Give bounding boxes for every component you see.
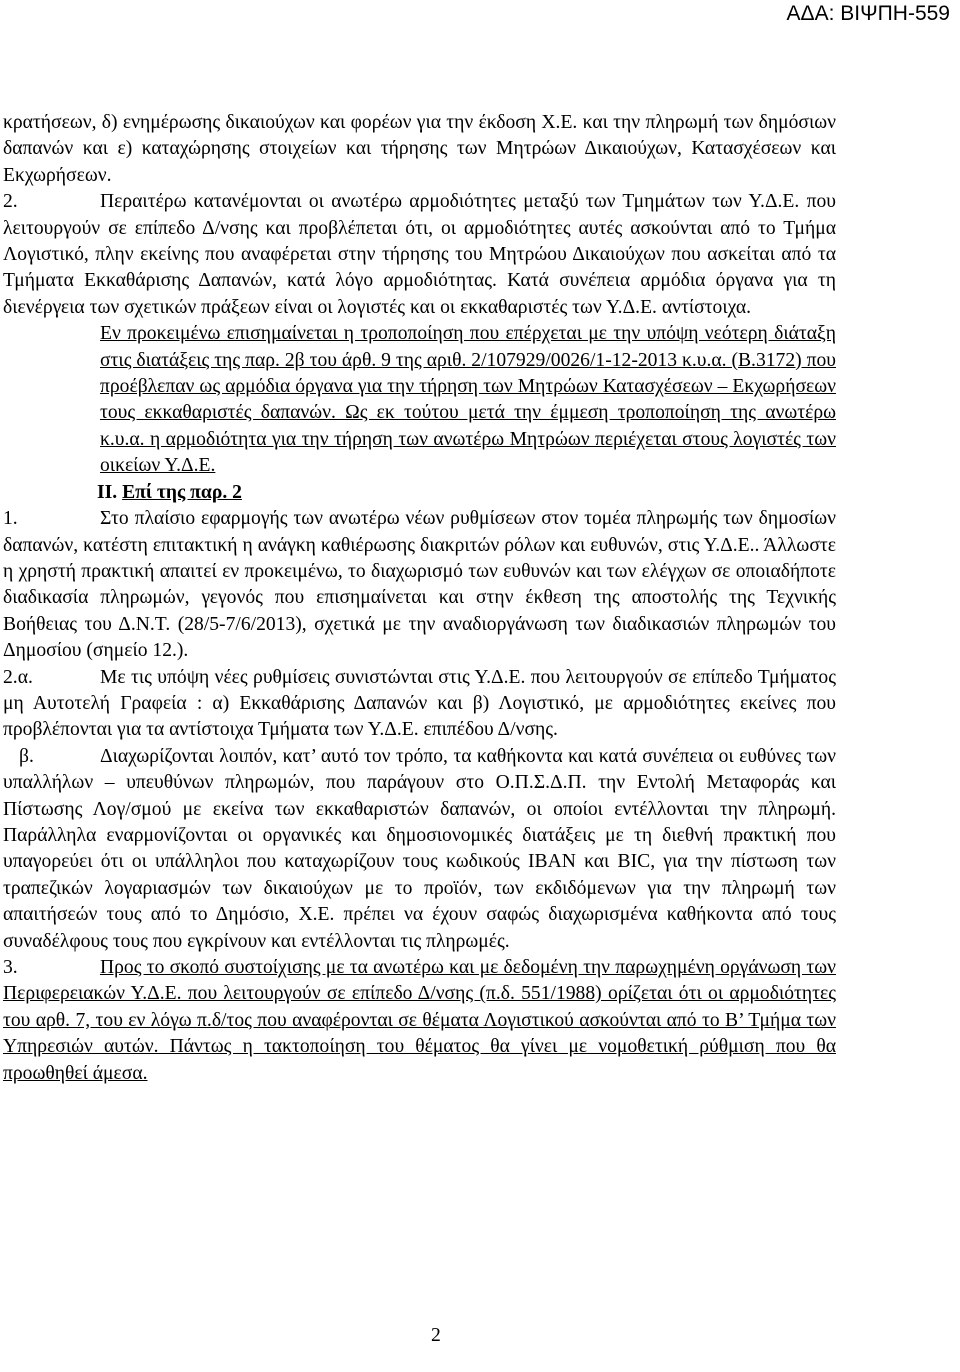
document-body xyxy=(3,110,836,1087)
paragraph-s1-number: 1. xyxy=(3,508,18,530)
paragraph-s2a xyxy=(3,665,836,744)
paragraph-2-text: Περαιτέρω κατανέμονται οι ανωτέρω αρμοδιότητες μεταξύ των Τμημάτων των Υ.Δ.Ε. που λειτουργούν σε επίπεδο Δ/νσης και προβλέπεται ότι, οι αρμοδιότητες αυτές ασκούνται από το Τμήμα Λογιστικό, πλην εκείνης που αναφέρεται στην τήρησης του Μητρώου Δικαιούχων που ασκείται από τα Τμήματα Εκκαθάρισης Δαπανών, κατά λόγο αρμοδιότητας. Κατά συνέπεια αρμόδια όργανα για τη διενέργεια των σχετικών πράξεων είναι οι λογιστές και οι εκκαθαριστές των Υ.Δ.Ε. αντίστοιχα. xyxy=(3,191,836,318)
paragraph-s1 xyxy=(3,506,836,664)
paragraph-s1-text: Στο πλαίσιο εφαρμογής των ανωτέρω νέων ρυθμίσεων στον τομέα πληρωμής των δημοσίων δαπανών, κατέστη επιτακτική η ανάγκη καθιέρωσης διακριτών ρόλων και ευθυνών, στις Υ.Δ.Ε.. Άλλωστε η χρηστή πρακτική απαιτεί εν προκειμένω, το διαχωρισμό των ευθυνών και των ελέγχων σε οποιαδήποτε διαδικασία πληρωμών, γεγονός που επισημαίνεται και στην έκθεση της αποστολής της Τεχνικής Βοήθειας του Δ.Ν.Τ. (28/5-7/6/2013), σχετικά με την αναδιοργάνωση των διαδικασιών πληρωμών του Δημοσίου (σημείο 12.). xyxy=(3,508,836,662)
paragraph-s3-text: Προς το σκοπό συστοίχισης με τα ανωτέρω και με δεδομένη την παρωχημένη οργάνωση των Περιφερειακών Υ.Δ.Ε. που λειτουργούν σε επίπεδο Δ/νσης (π.δ. 551/1988) ορίζεται ότι οι αρμοδιότητες του αρθ. 7, του εν λόγω π.δ/τος που αναφέρονται σε θέματα Λογιστικού ασκούνται από το Β’ Τμήμα των Υπηρεσιών αυτών. Πάντως η τακτοποίηση του θέματος θα γίνει με νομοθετική ρύθμιση που θα προωθηθεί άμεσα. xyxy=(3,957,836,1084)
paragraph-s2a-number: 2.α. xyxy=(3,666,33,688)
paragraph-3-text: Εν προκειμένω επισημαίνεται η τροποποίηση που επέρχεται με την υπόψη νεότερη διάταξη στις διατάξεις της παρ. 2β του άρθ. 9 της αριθ. 2/107929/0026/1-12-2013 κ.υ.α. (Β.3172) που προέβλεπαν ως αρμόδια όργανα για την τήρηση των Μητρώων Κατασχέσεων – Εκχωρήσεων τους εκκαθαριστές δαπανών. Ως εκ τούτου μετά την έμμεση τροποποίηση της ανωτέρω κ.υ.α. η αρμοδιότητα για την τήρηση των ανωτέρω Μητρώων περιέχεται στους λογιστές των οικείων Υ.Δ.Ε. xyxy=(100,323,836,477)
section-heading-ii xyxy=(3,480,836,506)
paragraph-s3 xyxy=(3,955,836,1087)
page-number: 2 xyxy=(431,1325,441,1346)
paragraph-2-number: 2. xyxy=(3,191,18,213)
paragraph-s2a-text: Με τις υπόψη νέες ρυθμίσεις συνιστώνται στις Υ.Δ.Ε. που λειτουργούν σε επίπεδο Τμήματος μη Αυτοτελή Γραφεία : α) Εκκαθάρισης Δαπανών και β) Λογιστικό, με αρμοδιότητες εκείνες που προβλέπονται για τα αντίστοιχα Τμήματα των Υ.Δ.Ε. επιπέδου Δ/νσης. xyxy=(3,666,836,741)
paragraph-1: κρατήσεων, δ) ενημέρωσης δικαιούχων και φορέων για την έκδοση Χ.Ε. και την πληρωμή των δημόσιων δαπανών και ε) καταχώρησης στοιχείων και τήρησης των Μητρώων Δικαιούχων, Κατασχέσεων και Εκχωρήσεων. xyxy=(3,112,836,186)
section-heading-number: ΙΙ. xyxy=(97,481,118,503)
paragraph-s2b-number: β. xyxy=(19,745,34,767)
paragraph-s3-number: 3. xyxy=(3,957,18,978)
paragraph-3-underlined xyxy=(3,321,836,479)
ada-header: ΑΔΑ: ΒΙΨΠΗ-559 xyxy=(786,2,950,25)
paragraph-s2b xyxy=(3,744,836,955)
paragraph-2 xyxy=(3,189,836,321)
paragraph-s2b-text: Διαχωρίζονται λοιπόν, κατ’ αυτό τον τρόπο, τα καθήκοντα και κατά συνέπεια οι ευθύνες των υπαλλήλων – υπευθύνων πληρωμών, που παράγουν στο Ο.Π.Σ.Δ.Π. την Εντολή Μεταφοράς και Πίστωσης Λογ/σμού με εκείνα των εκκαθαριστών δαπανών, οι οποίοι εντέλλονται την πληρωμή. Παράλληλα εναρμονίζονται οι οργανικές και δημοσιονομικές διατάξεις με τη διεθνή πρακτική που υπαγορεύει ότι οι υπάλληλοι που καταχωρίζουν τους κωδικούς IBAN και BIC, για την πίστωση των τραπεζικών λογαριασμών των δικαιούχων με το προϊόν, των εκδιδόμενων για την πληρωμή των απαιτήσεών τους από το Δημόσιο, Χ.Ε. πρέπει να έχουν σαφώς διαχωρισμένα καθήκοντα από τους συναδέλφους τους που εγκρίνουν και εντέλλονται τις πληρωμές. xyxy=(3,745,836,952)
section-heading-text: Επί της παρ. 2 xyxy=(122,481,242,503)
